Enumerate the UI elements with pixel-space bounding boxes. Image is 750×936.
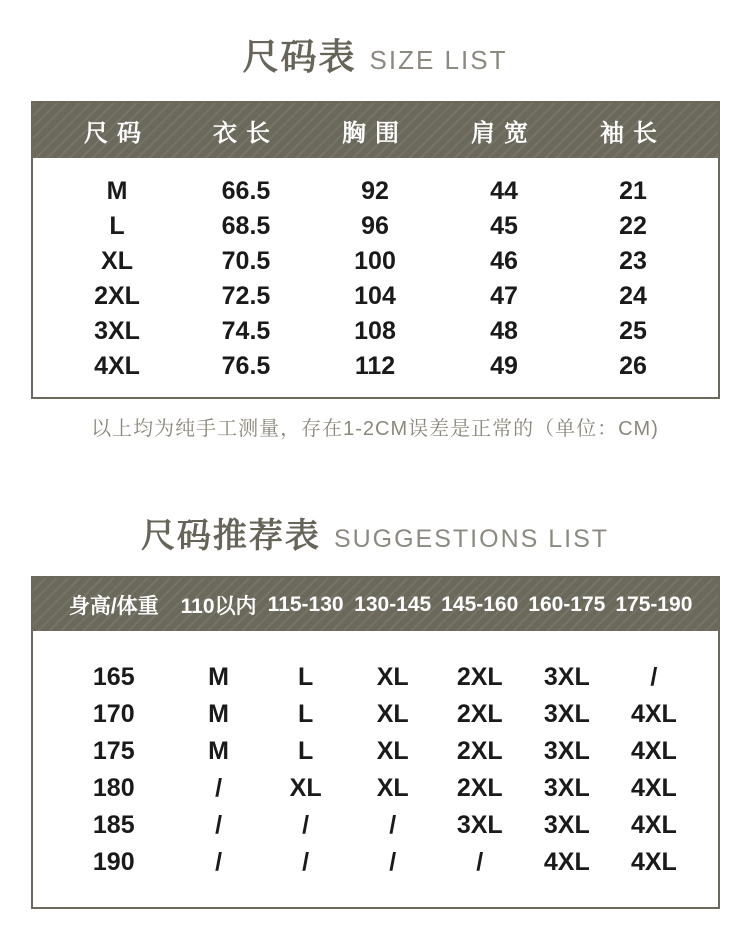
size-table-cell: L bbox=[109, 212, 125, 240]
table-row bbox=[53, 174, 698, 209]
size-table-cell: 46 bbox=[490, 247, 518, 275]
suggestion-table-cell: XL bbox=[376, 737, 409, 765]
size-table-cell: 112 bbox=[354, 352, 396, 380]
suggestion-table-cell: / bbox=[650, 663, 658, 691]
table-row bbox=[53, 844, 698, 881]
measurement-note: 以上均为纯手工测量，存在1-2CM误差是正常的（单位：CM) bbox=[91, 418, 659, 440]
size-table-cell: 66.5 bbox=[221, 177, 271, 205]
suggestions-list-title bbox=[0, 513, 750, 566]
suggestion-table-cell: 3XL bbox=[543, 737, 590, 765]
size-table-cell: 76.5 bbox=[221, 352, 271, 380]
suggestion-table-cell: L bbox=[298, 663, 314, 691]
suggestion-table-cell: 3XL bbox=[543, 663, 590, 691]
size-table-cell: 74.5 bbox=[221, 317, 271, 345]
size-table-header-cell: 肩宽 bbox=[471, 120, 537, 147]
suggestion-table-cell: 4XL bbox=[630, 774, 677, 802]
table-row bbox=[53, 807, 698, 844]
table-row bbox=[53, 659, 698, 696]
suggestion-table-cell: XL bbox=[289, 774, 322, 802]
size-table-header-cell: 衣长 bbox=[213, 120, 279, 147]
size-table-cell: 100 bbox=[354, 247, 396, 275]
size-table-cell: 48 bbox=[490, 317, 518, 345]
size-table-cell: 26 bbox=[619, 352, 647, 380]
suggestion-table-header-cell: 115-130 bbox=[267, 592, 344, 616]
suggestion-table-cell: M bbox=[208, 700, 229, 728]
size-table-header-row bbox=[33, 103, 718, 158]
table-row bbox=[53, 314, 698, 349]
suggestions-list-title-cn: 尺码推荐表 bbox=[140, 517, 321, 555]
size-table-cell: 49 bbox=[490, 352, 518, 380]
size-table bbox=[31, 101, 720, 399]
size-table-cell: 72.5 bbox=[221, 282, 271, 310]
size-list-title bbox=[0, 0, 750, 86]
suggestion-table-cell: 2XL bbox=[456, 774, 503, 802]
suggestion-table-cell: L bbox=[298, 700, 314, 728]
size-table-cell: 23 bbox=[619, 247, 647, 275]
table-row bbox=[53, 209, 698, 244]
table-row bbox=[53, 696, 698, 733]
suggestion-table-cell: 2XL bbox=[456, 737, 503, 765]
size-table-cell: 21 bbox=[619, 177, 647, 205]
suggestion-table-cell: 185 bbox=[92, 811, 135, 839]
table-row bbox=[53, 770, 698, 807]
suggestion-table bbox=[31, 576, 720, 909]
suggestion-table-cell: / bbox=[302, 811, 310, 839]
suggestion-table-header-cell: 175-190 bbox=[615, 592, 693, 616]
suggestion-table-cell: 4XL bbox=[630, 811, 677, 839]
suggestion-table-cell: 3XL bbox=[543, 774, 590, 802]
size-table-cell: 22 bbox=[619, 212, 647, 240]
suggestion-table-header-cell: 身高/体重 bbox=[68, 594, 159, 618]
suggestion-table-cell: 4XL bbox=[630, 737, 677, 765]
size-table-body bbox=[33, 158, 718, 397]
size-table-header-cell: 袖长 bbox=[600, 120, 666, 147]
size-table-cell: 3XL bbox=[94, 317, 140, 345]
size-table-cell: 108 bbox=[354, 317, 396, 345]
size-table-header-cell: 尺码 bbox=[84, 120, 150, 147]
table-row bbox=[53, 733, 698, 770]
suggestion-table-header-cell: 110以内 bbox=[180, 594, 257, 618]
suggestions-list-title-en: SUGGESTIONS LIST bbox=[333, 525, 610, 553]
suggestion-table-cell: 175 bbox=[92, 737, 135, 765]
suggestion-table-cell: 165 bbox=[92, 663, 135, 691]
suggestion-table-cell: 180 bbox=[92, 774, 135, 802]
suggestion-table-cell: XL bbox=[376, 774, 409, 802]
size-table-cell: 25 bbox=[619, 317, 647, 345]
suggestion-table-cell: / bbox=[302, 848, 310, 876]
suggestion-table-cell: / bbox=[215, 848, 223, 876]
suggestion-table-cell: 2XL bbox=[456, 700, 503, 728]
size-table-cell: 92 bbox=[361, 177, 389, 205]
size-table-cell: 24 bbox=[619, 282, 647, 310]
suggestion-table-cell: 4XL bbox=[543, 848, 590, 876]
suggestion-table-cell: 4XL bbox=[630, 700, 677, 728]
size-table-cell: 104 bbox=[354, 282, 396, 310]
table-row bbox=[53, 244, 698, 279]
table-row bbox=[53, 349, 698, 384]
size-list-title-cn: 尺码表 bbox=[242, 36, 357, 77]
suggestion-table-cell: 3XL bbox=[543, 811, 590, 839]
size-table-cell: 70.5 bbox=[221, 247, 271, 275]
suggestion-table-cell: / bbox=[215, 774, 223, 802]
size-table-cell: 2XL bbox=[94, 282, 140, 310]
size-table-cell: 44 bbox=[490, 177, 518, 205]
size-table-cell: 47 bbox=[490, 282, 518, 310]
suggestion-table-header-cell: 130-145 bbox=[354, 592, 432, 616]
size-table-cell: 96 bbox=[361, 212, 389, 240]
size-table-header-cell: 胸围 bbox=[342, 120, 408, 147]
suggestion-table-cell: 170 bbox=[92, 700, 135, 728]
suggestion-table-cell: M bbox=[208, 663, 229, 691]
suggestion-table-cell: / bbox=[389, 848, 397, 876]
suggestion-table-header-row bbox=[33, 578, 718, 631]
size-table-cell: 4XL bbox=[94, 352, 140, 380]
suggestion-table-cell: 190 bbox=[92, 848, 135, 876]
suggestion-table-body bbox=[33, 631, 718, 907]
suggestion-table-cell: L bbox=[298, 737, 314, 765]
size-table-cell: M bbox=[106, 177, 128, 205]
suggestion-table-cell: / bbox=[389, 811, 397, 839]
suggestion-table-cell: 4XL bbox=[630, 848, 677, 876]
suggestion-table-cell: 3XL bbox=[543, 700, 590, 728]
suggestion-table-cell: 3XL bbox=[456, 811, 503, 839]
table-row bbox=[53, 279, 698, 314]
suggestion-table-cell: XL bbox=[376, 663, 409, 691]
suggestion-table-header-cell: 160-175 bbox=[528, 592, 606, 616]
suggestion-table-cell: / bbox=[215, 811, 223, 839]
size-table-cell: 68.5 bbox=[221, 212, 271, 240]
suggestion-table-cell: / bbox=[476, 848, 484, 876]
size-table-cell: XL bbox=[101, 247, 133, 275]
suggestion-table-cell: 2XL bbox=[456, 663, 503, 691]
suggestion-table-cell: M bbox=[208, 737, 229, 765]
suggestion-table-header-cell: 145-160 bbox=[441, 592, 519, 616]
suggestion-table-cell: XL bbox=[376, 700, 409, 728]
size-table-cell: 45 bbox=[490, 212, 518, 240]
size-list-title-en: SIZE LIST bbox=[369, 45, 508, 75]
